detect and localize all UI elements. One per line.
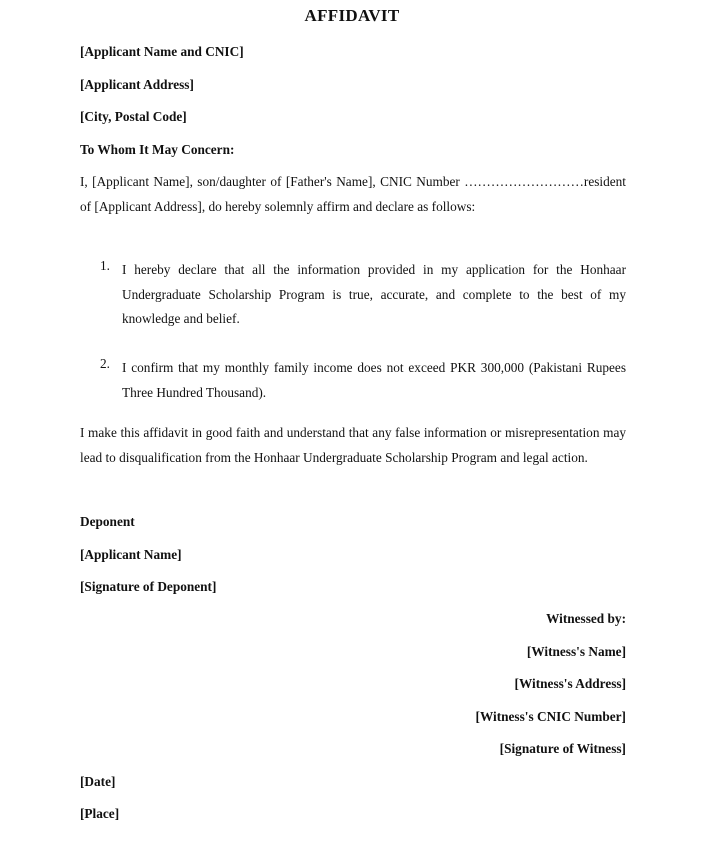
date-field: [Date] [80,774,116,789]
city-postal-code: [City, Postal Code] [80,109,187,124]
closing-paragraph: I make this affidavit in good faith and understand that any false information or misrepresentation may lead to disqualification from the Honhaar Undergraduate Scholarship Program and legal action. [80,425,626,465]
declaration-number: 1. [100,258,110,273]
witness-address: [Witness's Address] [514,676,626,691]
witness-name: [Witness's Name] [526,644,626,659]
deponent-signature: [Signature of Deponent] [80,579,217,594]
applicant-name-cnic: [Applicant Name and CNIC] [80,44,244,59]
witness-label: Witnessed by: [546,611,626,626]
witness-signature: [Signature of Witness] [499,741,626,756]
declaration-number: 2. [100,356,110,371]
witness-cnic: [Witness's CNIC Number] [475,709,626,724]
deponent-name: [Applicant Name] [80,547,182,562]
intro-paragraph: I, [Applicant Name], son/daughter of [Father's Name], CNIC Number ………………………resident of [Applicant Address], do hereby solemnly affirm and declare as follows: [80,174,626,214]
place-field: [Place] [80,806,120,821]
declaration-text: I confirm that my monthly family income does not exceed PKR 300,000 (Pakistani Rupees Three Hundred Thousand). [122,360,626,400]
deponent-label: Deponent [80,514,135,529]
salutation: To Whom It May Concern: [80,142,235,157]
document-title: AFFIDAVIT [304,6,400,25]
declaration-text: I hereby declare that all the information provided in my application for the Honhaar Undergraduate Scholarship Program is true, accurate, and complete to the best of my knowledge and belief. [122,262,626,326]
applicant-address: [Applicant Address] [80,77,194,92]
